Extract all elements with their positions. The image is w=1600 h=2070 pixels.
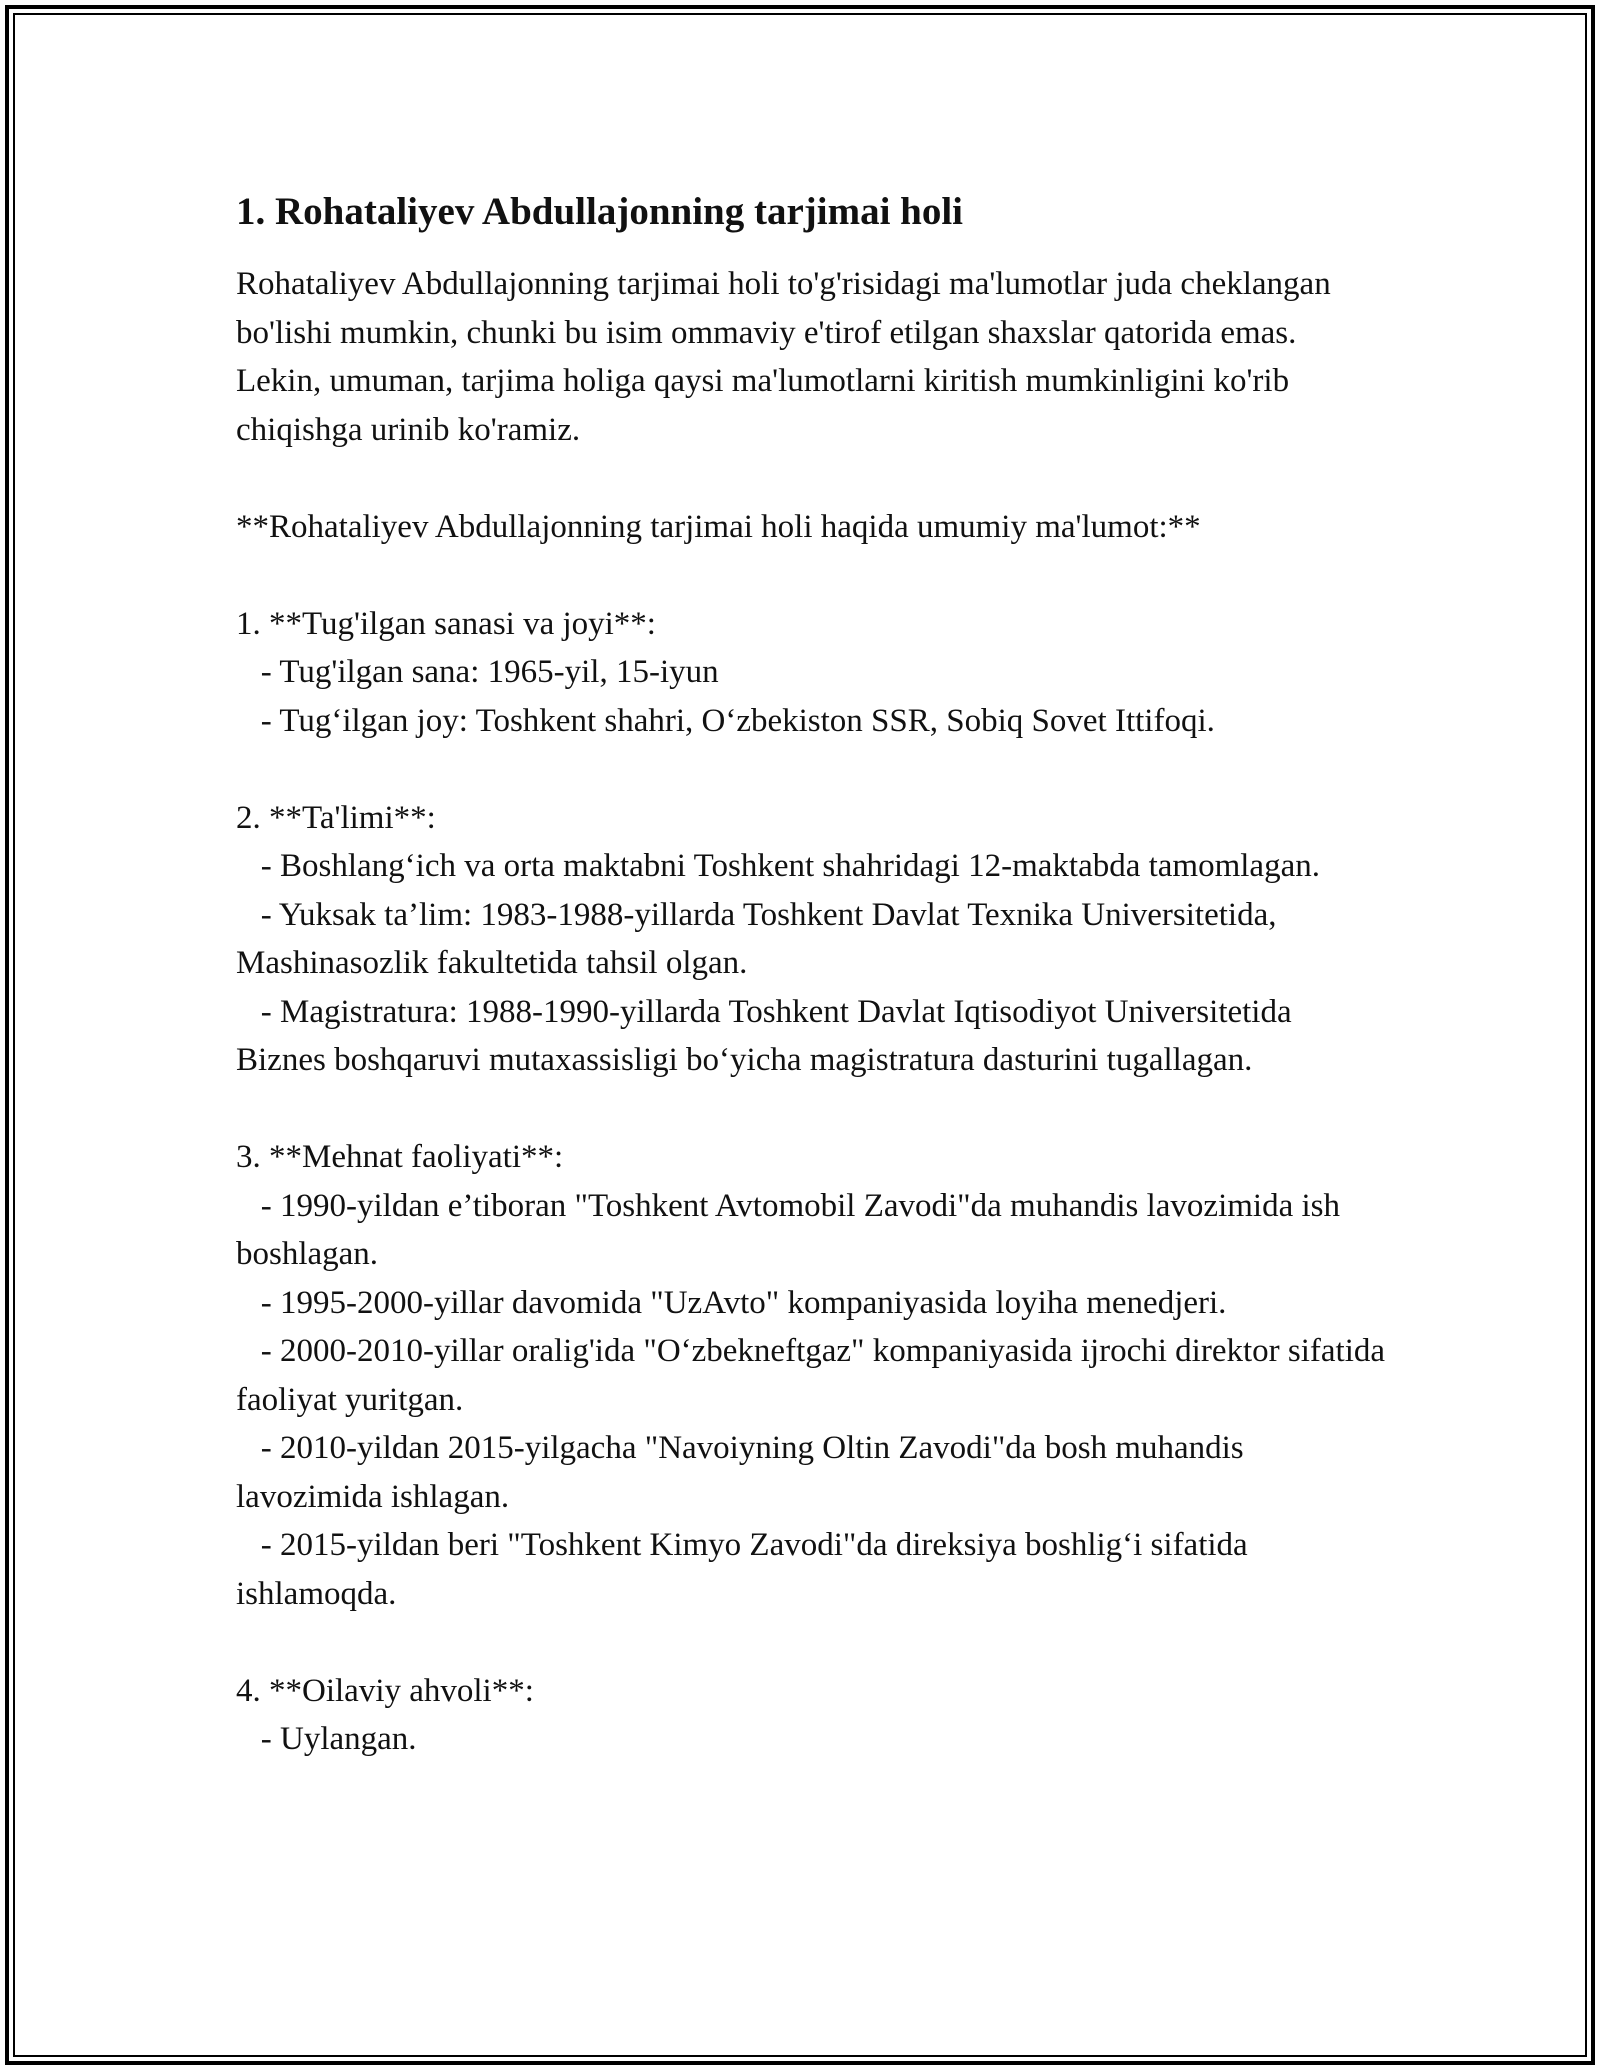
section-education [236,794,1386,1085]
section-heading: 3. **Mehnat faoliyati**: [236,1139,564,1175]
spacer [236,454,1386,503]
document-body [236,186,1394,1764]
list-item: - Tug'ilgan sana: 1965-yil, 15-iyun [236,654,719,690]
list-item: - Tug‘ilgan joy: Toshkent shahri, O‘zbekiston SSR, Sobiq Sovet Ittifoqi. [236,702,1215,739]
list-item: - Yuksak ta’lim: 1983-1988-yillarda Toshkent Davlat Texnika Universitetida, Mashinasozlik fakultetida tahsil olgan. [236,896,1285,981]
list-item: - 1995-2000-yillar davomida "UzAvto" kompaniyasida loyiha menedjeri. [236,1284,1227,1321]
spacer [236,551,1386,600]
section-birth [236,600,1386,746]
document-title: 1. Rohataliyev Abdullajonning tarjimai holi [236,190,964,233]
intro-paragraph: Rohataliyev Abdullajonning tarjimai holi to'g'risidagi ma'lumotlar juda cheklangan bo'lishi mumkin, chunki bu isim ommaviy e'tirof etilgan shaxslar qatorida emas. Lekin, umuman, tarjima holiga qaysi ma'lumotlarni kiritish mumkinligini ko'rib chiqishga urinib ko'ramiz. [236,266,1339,448]
list-item: - 2010-yildan 2015-yilgacha "Navoiyning Oltin Zavodi"da bosh muhandis lavozimida ishlagan. [236,1430,1252,1515]
section-heading: 1. **Tug'ilgan sanasi va joyi**: [236,605,656,642]
spacer [236,1085,1386,1134]
spacer [236,1618,1386,1667]
section-heading: 4. **Oilaviy ahvoli**: [236,1672,534,1709]
list-item: - 1990-yildan e’tiboran "Toshkent Avtomobil Zavodi"da muhandis lavozimida ish boshlagan. [236,1187,1349,1272]
list-item: - Boshlang‘ich va orta maktabni Toshkent shahridagi 12-maktabda tamomlagan. [236,848,1320,884]
section-work [236,1133,1394,1618]
section-family [236,1667,1386,1764]
summary-heading: **Rohataliyev Abdullajonning tarjimai holi haqida umumiy ma'lumot:** [236,508,1201,545]
spacer [236,745,1386,794]
section-heading: 2. **Ta'limi**: [236,799,436,836]
list-item: - Uylangan. [236,1721,417,1757]
list-item: - Magistratura: 1988-1990-yillarda Toshkent Davlat Iqtisodiyot Universitetida Biznes boshqaruvi mutaxassisligi bo‘yicha magistratura dasturini tugallagan. [236,993,1300,1078]
list-item: - 2000-2010-yillar oralig'ida "O‘zbekneftgaz" kompaniyasida ijrochi direktor sifatida faoliyat yuritgan. [236,1333,1394,1418]
list-item: - 2015-yildan beri "Toshkent Kimyo Zavodi"da direksiya boshlig‘i sifatida ishlamoqda. [236,1527,1256,1612]
